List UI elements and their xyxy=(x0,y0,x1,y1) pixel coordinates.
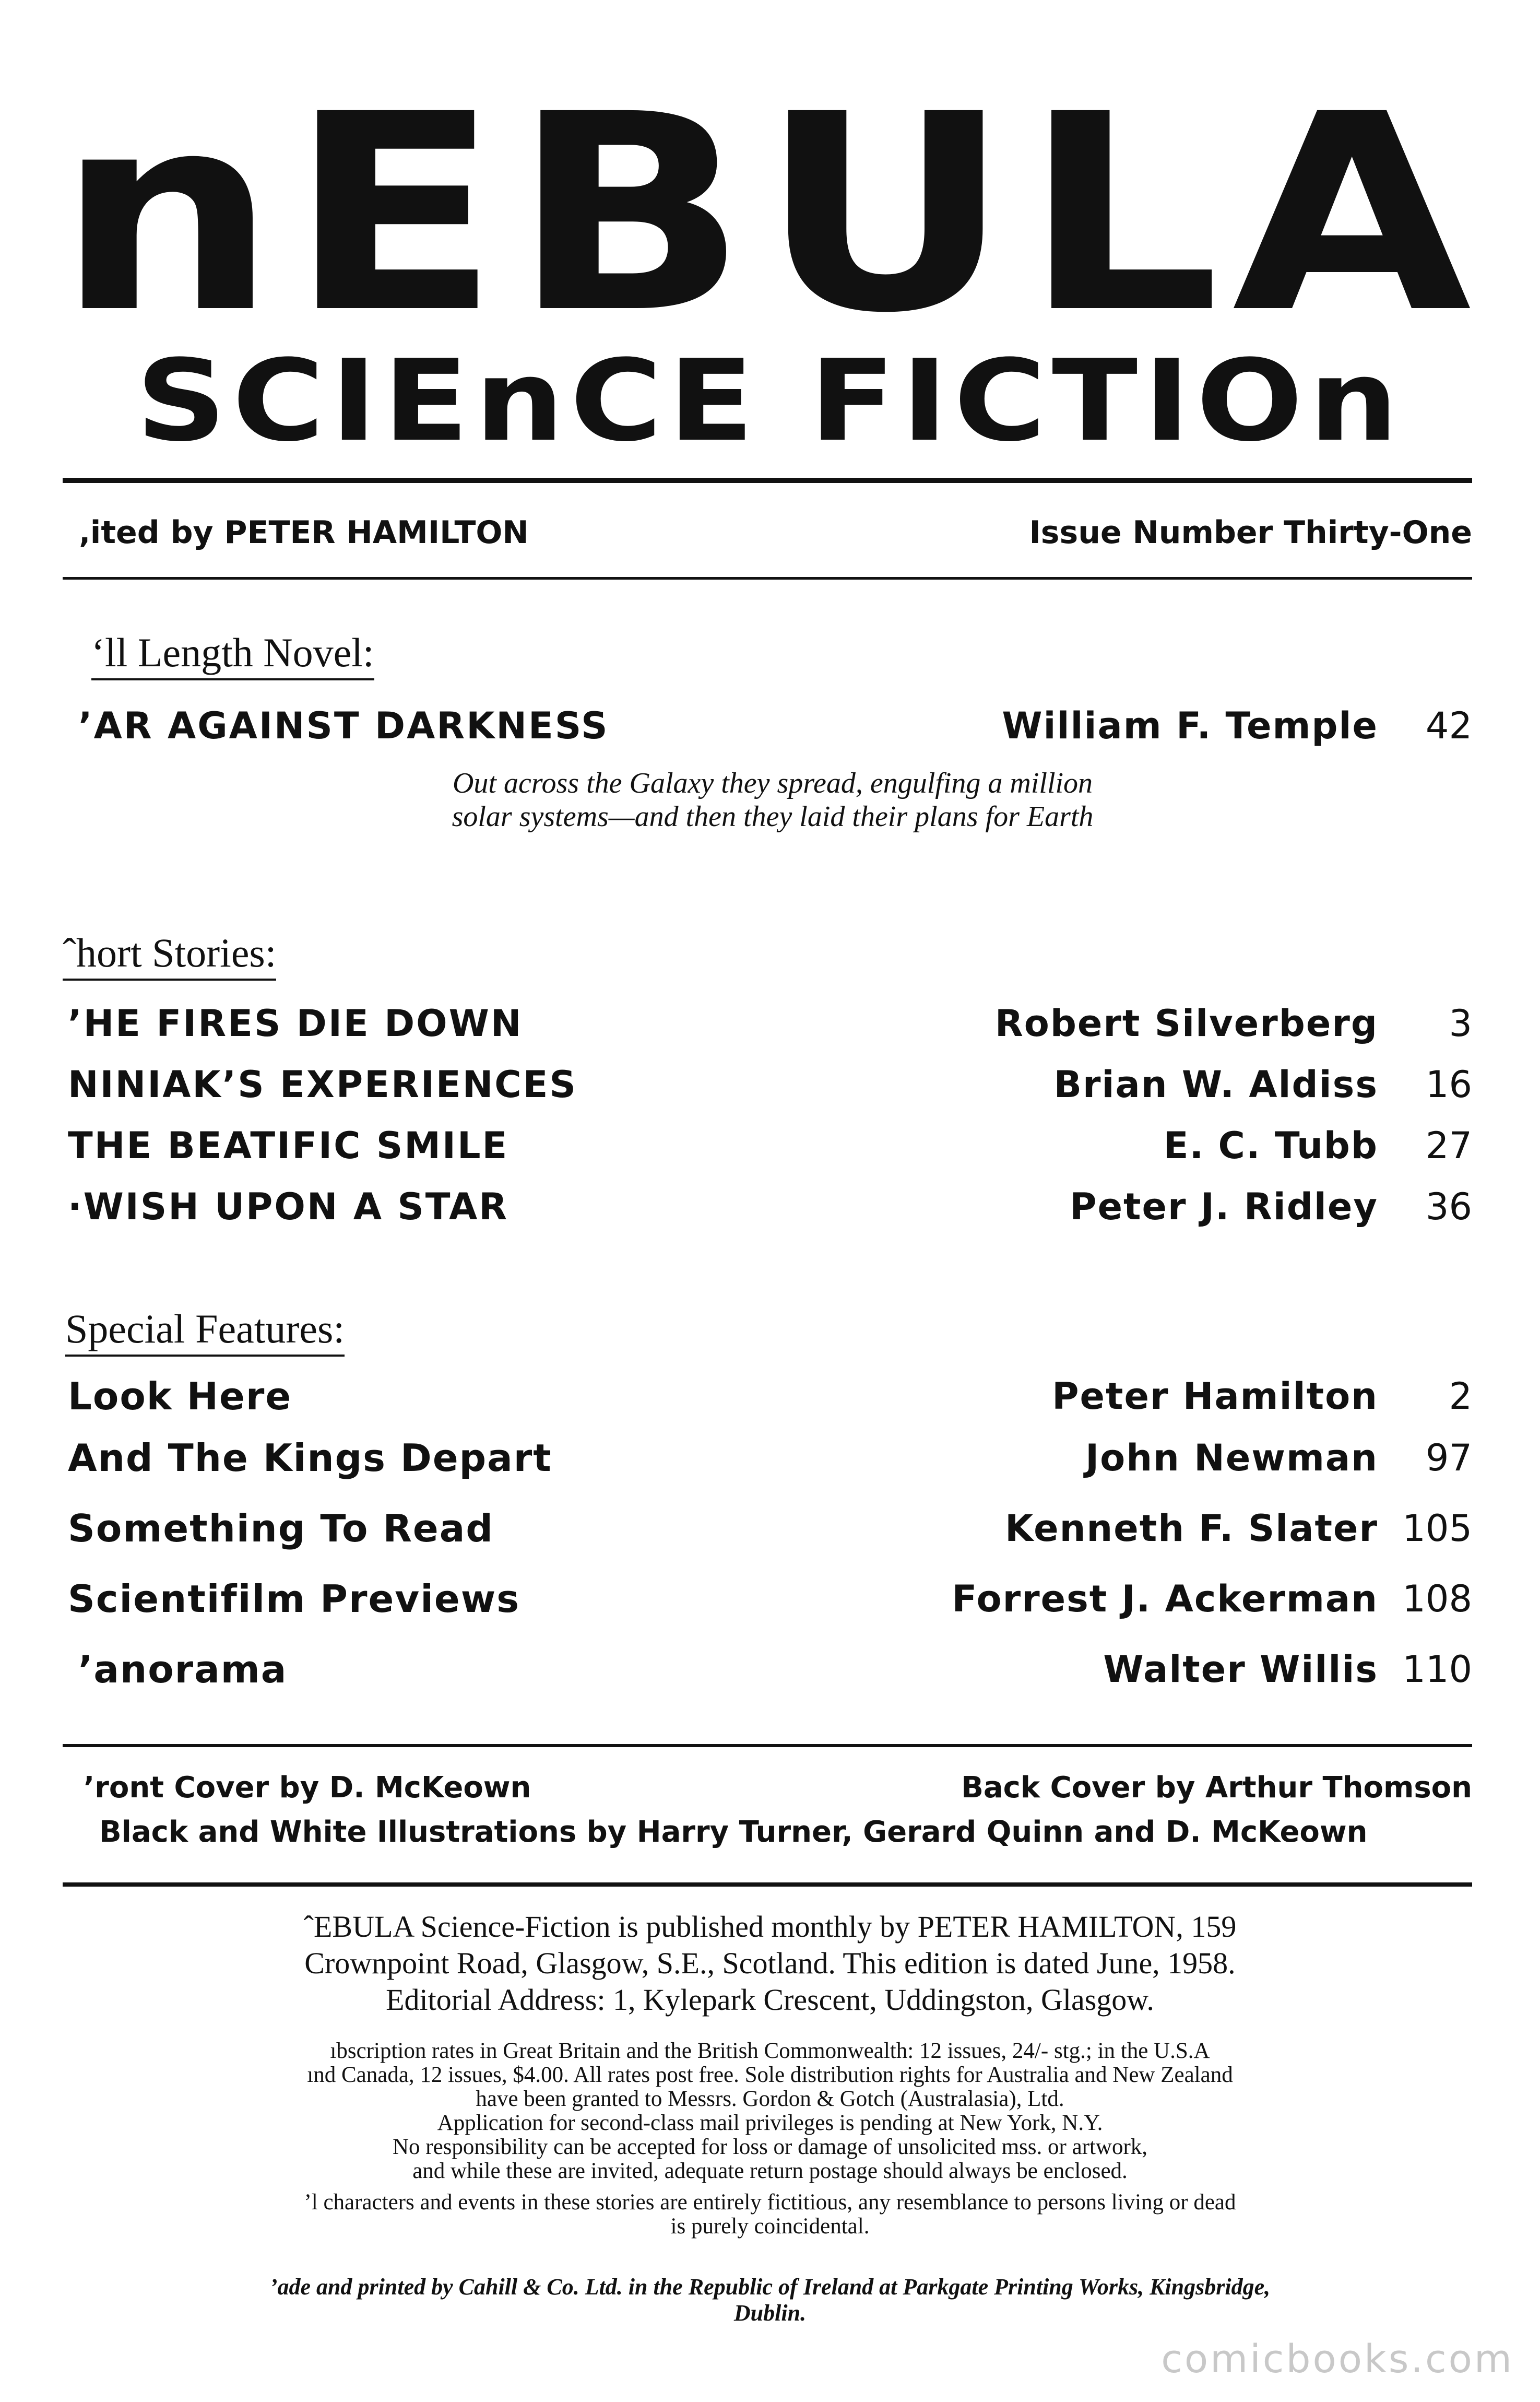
novel-page: 42 xyxy=(1425,704,1472,747)
section-heading-short-stories: ˆhort Stories: xyxy=(63,929,276,981)
story-title: NINIAK’S EXPERIENCES xyxy=(68,1063,577,1106)
feature-title: And The Kings Depart xyxy=(68,1436,552,1480)
feature-author: Walter Willis xyxy=(1103,1648,1378,1691)
story-author: Peter J. Ridley xyxy=(1070,1185,1378,1228)
fine-print-line-8: is purely coincidental. xyxy=(670,2214,870,2239)
feature-title: Scientifilm Previews xyxy=(68,1577,520,1621)
fine-print-line-7: ’l characters and events in these stories are entirely fictitious, any resemblance to persons living or dead xyxy=(304,2190,1236,2215)
novel-author: William F. Temple xyxy=(1002,704,1378,747)
publication-line-2: Crownpoint Road, Glasgow, S.E., Scotland. This edition is dated June, 1958. xyxy=(304,1946,1236,1980)
fine-print-line-1: ıbscription rates in Great Britain and the British Commonwealth: 12 issues, 24/- stg.; in the U.S.A xyxy=(330,2039,1210,2063)
feature-title: ’anorama xyxy=(78,1647,288,1691)
story-title: THE BEATIFIC SMILE xyxy=(68,1124,509,1167)
feature-page: 110 xyxy=(1402,1648,1472,1691)
watermark-text: comicbooks.com xyxy=(1161,2337,1514,2382)
masthead-subtitle: SCIEnCE FICTIOn xyxy=(136,335,1404,466)
feature-author: Forrest J. Ackerman xyxy=(952,1577,1378,1620)
fine-print-line-4: Application for second-class mail privileges is pending at New York, N.Y. xyxy=(437,2111,1103,2135)
novel-blurb-line-1: Out across the Galaxy they spread, engulfing a million xyxy=(452,767,1093,799)
fine-print-line-5: No responsibility can be accepted for loss or damage of unsolicited mss. or artwork, xyxy=(392,2135,1148,2159)
story-page: 27 xyxy=(1425,1124,1472,1167)
editor-credit: ‚ited by PETER HAMILTON xyxy=(78,514,529,551)
issue-number: Issue Number Thirty-One xyxy=(1029,514,1472,551)
novel-title: ’AR AGAINST DARKNESS xyxy=(78,704,609,747)
feature-author: Kenneth F. Slater xyxy=(1005,1507,1378,1550)
feature-title: Look Here xyxy=(68,1374,292,1418)
fine-print-line-2: ınd Canada, 12 issues, $4.00. All rates post free. Sole distribution rights for Australia and New Zealand xyxy=(307,2063,1233,2087)
header-rule xyxy=(63,577,1472,580)
feature-author: Peter Hamilton xyxy=(1052,1375,1378,1418)
section-heading-special-features: Special Features: xyxy=(65,1305,345,1357)
feature-page: 105 xyxy=(1402,1507,1472,1550)
back-cover-credit: Back Cover by Arthur Thomson xyxy=(961,1771,1472,1805)
masthead-title: nEBULA xyxy=(56,56,1484,372)
story-title: ’HE FIRES DIE DOWN xyxy=(68,1002,523,1045)
story-page: 36 xyxy=(1425,1185,1472,1228)
story-author: Brian W. Aldiss xyxy=(1053,1063,1378,1106)
story-title: ·WISH UPON A STAR xyxy=(68,1185,509,1228)
credits-bottom-rule xyxy=(63,1882,1472,1887)
feature-page: 2 xyxy=(1449,1375,1472,1418)
printer-line-2: Dublin. xyxy=(733,2300,807,2326)
story-author: Robert Silverberg xyxy=(994,1002,1378,1045)
front-cover-credit: ’ront Cover by D. McKeown xyxy=(84,1771,531,1805)
publication-line-1: ˆEBULA Science-Fiction is published monthly by PETER HAMILTON, 159 xyxy=(303,1910,1237,1944)
feature-page: 108 xyxy=(1402,1577,1472,1620)
story-page: 3 xyxy=(1449,1002,1472,1045)
section-heading-novel: ‘ll Length Novel: xyxy=(91,629,374,680)
novel-blurb-line-2: solar systems—and then they laid their plans for Earth xyxy=(452,800,1094,833)
story-page: 16 xyxy=(1425,1063,1472,1106)
feature-author: John Newman xyxy=(1085,1437,1378,1479)
credits-rule xyxy=(63,1744,1472,1747)
top-rule xyxy=(63,478,1472,483)
publication-line-3: Editorial Address: 1, Kylepark Crescent, Uddingston, Glasgow. xyxy=(386,1983,1154,2017)
fine-print-line-6: and while these are invited, adequate return postage should always be enclosed. xyxy=(412,2159,1128,2183)
feature-page: 97 xyxy=(1425,1437,1472,1479)
fine-print-line-3: have been granted to Messrs. Gordon & Gotch (Australasia), Ltd. xyxy=(476,2087,1064,2111)
story-author: E. C. Tubb xyxy=(1163,1124,1378,1167)
illustrations-credit: Black and White Illustrations by Harry Turner, Gerard Quinn and D. McKeown xyxy=(99,1815,1368,1849)
feature-title: Something To Read xyxy=(68,1506,494,1550)
printer-line-1: ’ade and printed by Cahill & Co. Ltd. in the Republic of Ireland at Parkgate Printing Works, Kingsbridge, xyxy=(269,2274,1271,2300)
